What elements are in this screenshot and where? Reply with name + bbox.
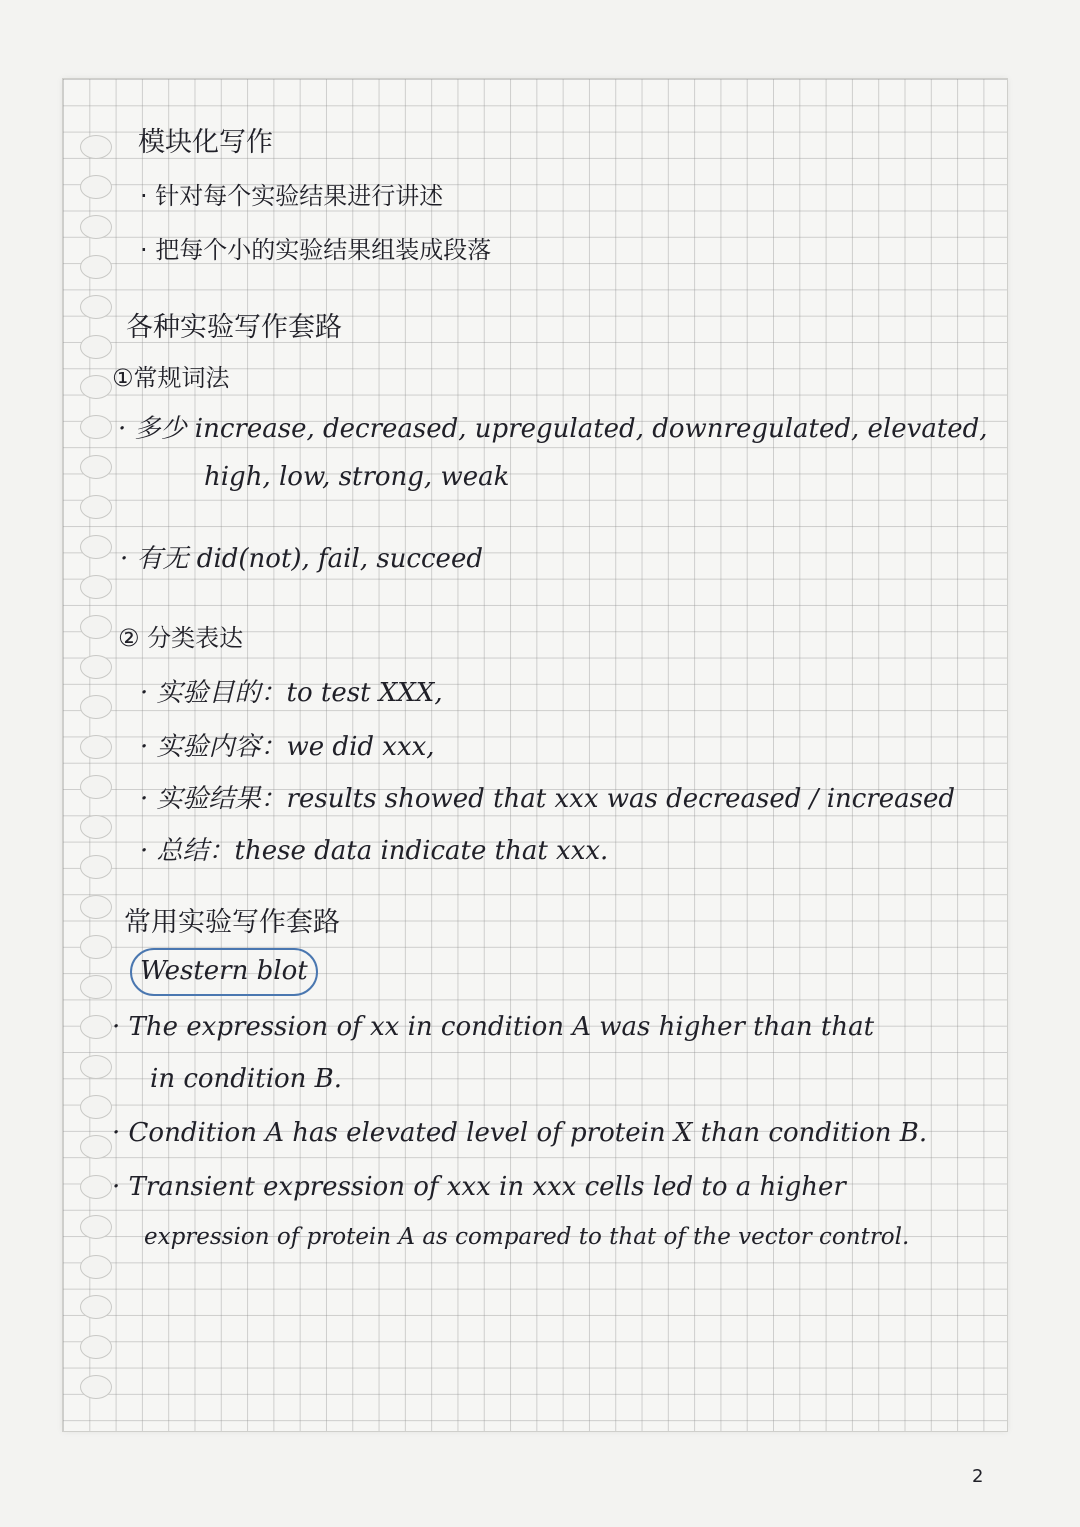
- presence-words-line: · 有无 did(not), fail, succeed: [120, 544, 483, 574]
- sentence-3b: expression of protein A as compared to that of the vector control.: [144, 1224, 910, 1250]
- category-results: · 实验结果：results showed that xxx was decreased / increased: [140, 784, 956, 814]
- method-western-blot: Western blot: [140, 956, 308, 986]
- category-summary: · 总结：these data indicate that xxx.: [140, 836, 609, 866]
- sentence-2: · Condition A has elevated level of protein X than condition B.: [112, 1118, 928, 1148]
- modular-item-2: · 把每个小的实验结果组装成段落: [140, 236, 492, 264]
- category-purpose: · 实验目的：to test XXX,: [140, 678, 443, 708]
- sentence-3a: · Transient expression of xxx in xxx cells led to a higher: [112, 1172, 846, 1202]
- heading-common-templates: 常用实验写作套路: [124, 907, 340, 938]
- heading-templates: 各种实验写作套路: [126, 312, 342, 343]
- heading-modular-writing: 模块化写作: [138, 127, 273, 158]
- common-words-line-2: high, low, strong, weak: [204, 462, 510, 492]
- sentence-1a: · The expression of xx in condition A was higher than that: [112, 1012, 875, 1042]
- subheading-categories: ② 分类表达: [118, 624, 244, 652]
- subheading-common-words: ①常规词法: [112, 364, 230, 392]
- modular-item-1: · 针对每个实验结果进行讲述: [140, 182, 444, 210]
- common-words-line-1: · 多少 increase, decreased, upregulated, downregulated, elevated,: [118, 414, 988, 444]
- category-content: · 实验内容：we did xxx,: [140, 732, 435, 762]
- page-number: 2: [972, 1466, 984, 1487]
- sentence-1b: in condition B.: [150, 1064, 343, 1094]
